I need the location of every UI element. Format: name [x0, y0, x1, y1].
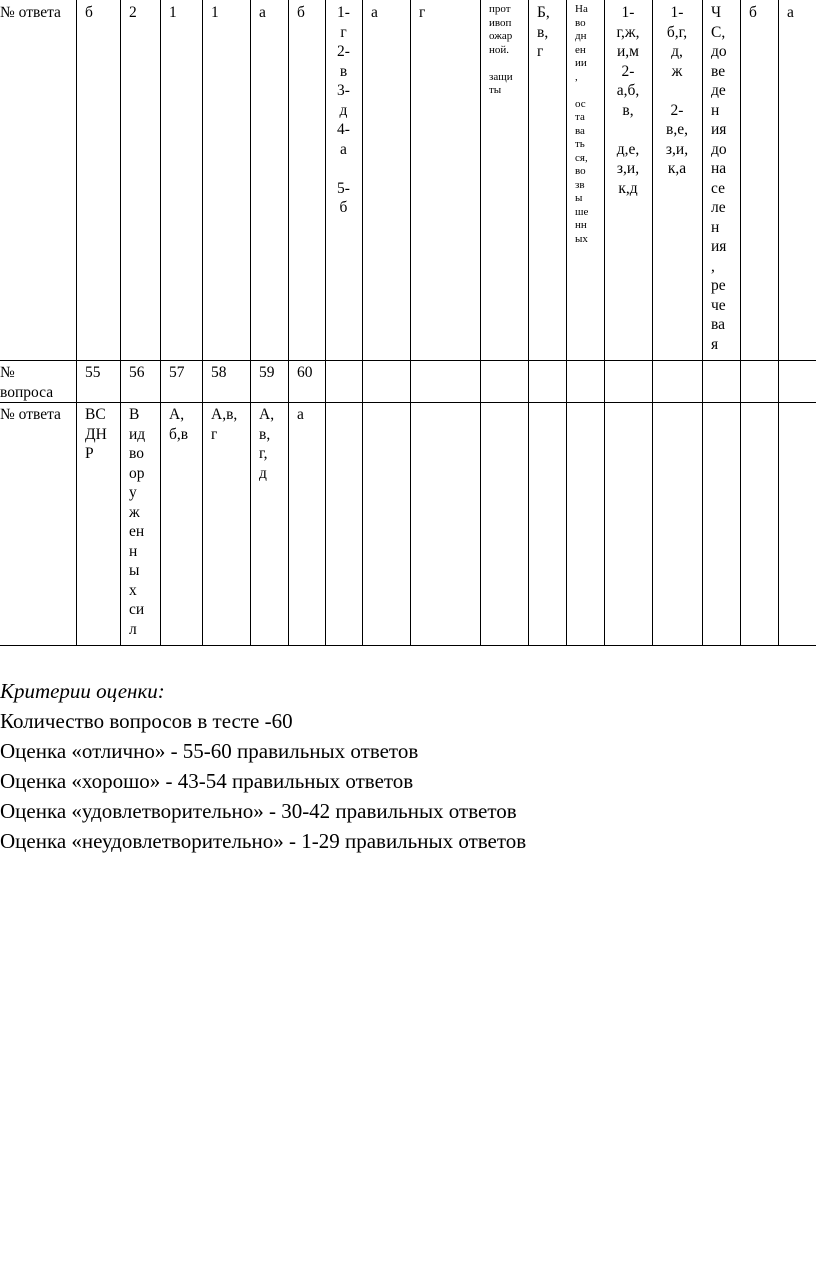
- table-cell: 60: [297, 364, 313, 381]
- table-cell: б: [297, 4, 305, 21]
- table-cell: А, в, г, д: [259, 406, 275, 482]
- table-cell: 1: [169, 4, 177, 21]
- table-cell: [480, 403, 528, 646]
- table-cell: № ответа: [0, 406, 61, 423]
- table-cell: № ответа: [0, 4, 61, 21]
- criteria-line: Оценка «хорошо» - 43-54 правильных ответов: [0, 769, 414, 793]
- table-cell: б: [85, 4, 93, 21]
- criteria-line: Оценка «удовлетворительно» - 30-42 правильных ответов: [0, 799, 517, 823]
- table-cell: прот ивоп ожар ной. защи ты: [489, 3, 513, 96]
- table-cell: 59: [259, 364, 275, 381]
- table-cell: В ид во ор у ж ен н ы х си л: [129, 406, 146, 638]
- table-cell: [740, 403, 778, 646]
- table-cell: [566, 361, 604, 403]
- table-cell: 55: [85, 364, 101, 381]
- criteria-line: Оценка «отлично» - 55-60 правильных ответов: [0, 739, 419, 763]
- table-cell: [778, 361, 816, 403]
- table-cell: б: [749, 4, 757, 21]
- table-cell: [528, 361, 566, 403]
- table-cell: 2: [129, 4, 137, 21]
- table-cell: [702, 361, 740, 403]
- table-cell: [362, 403, 410, 646]
- table-cell: [480, 361, 528, 403]
- table-cell: ВС ДН Р: [85, 406, 107, 462]
- table-cell: а: [371, 4, 378, 21]
- criteria-title: Критерии оценки:: [0, 679, 165, 703]
- table-cell: Ч С, до ве де н ия до на се ле н ия , ре че ва я: [711, 4, 727, 353]
- grading-criteria: [0, 676, 816, 856]
- table-cell: [740, 361, 778, 403]
- table-cell: [652, 361, 702, 403]
- table-cell: [325, 361, 362, 403]
- table-cell: [325, 403, 362, 646]
- table-cell: А,в, г: [211, 406, 238, 443]
- table-cell: 56: [129, 364, 145, 381]
- table-cell: [410, 403, 480, 646]
- table-cell: [362, 361, 410, 403]
- table-cell: 1- г 2- в 3- д 4- а 5- б: [337, 4, 350, 216]
- table-cell: г: [419, 4, 426, 21]
- table-cell: 1- г,ж, и,м 2- а,б, в, д,е, з,и, к,д: [616, 4, 640, 197]
- table-cell: На во дн ен ии , ос та ва ть ся, во зв ы ше нн ых: [575, 3, 589, 245]
- table-cell: [702, 403, 740, 646]
- table-cell: [604, 403, 652, 646]
- table-cell: а: [259, 4, 266, 21]
- table-cell: 1: [211, 4, 219, 21]
- table-cell: а: [787, 4, 794, 21]
- table-cell: 1- б,г, д, ж 2- в,е, з,и, к,а: [665, 4, 689, 177]
- table-cell: [528, 403, 566, 646]
- table-cell: [410, 361, 480, 403]
- table-cell: [652, 403, 702, 646]
- table-cell: Б, в, г: [537, 4, 550, 60]
- table-cell: а: [297, 406, 304, 423]
- table-cell: 58: [211, 364, 227, 381]
- criteria-line: Оценка «неудовлетворительно» - 1-29 правильных ответов: [0, 829, 527, 853]
- criteria-line: Количество вопросов в тесте -60: [0, 709, 293, 733]
- table-cell: № вопроса: [0, 364, 54, 401]
- table-cell: А, б,в: [169, 406, 189, 443]
- table-cell: [604, 361, 652, 403]
- table-cell: [778, 403, 816, 646]
- table-cell: [566, 403, 604, 646]
- table-cell: 57: [169, 364, 185, 381]
